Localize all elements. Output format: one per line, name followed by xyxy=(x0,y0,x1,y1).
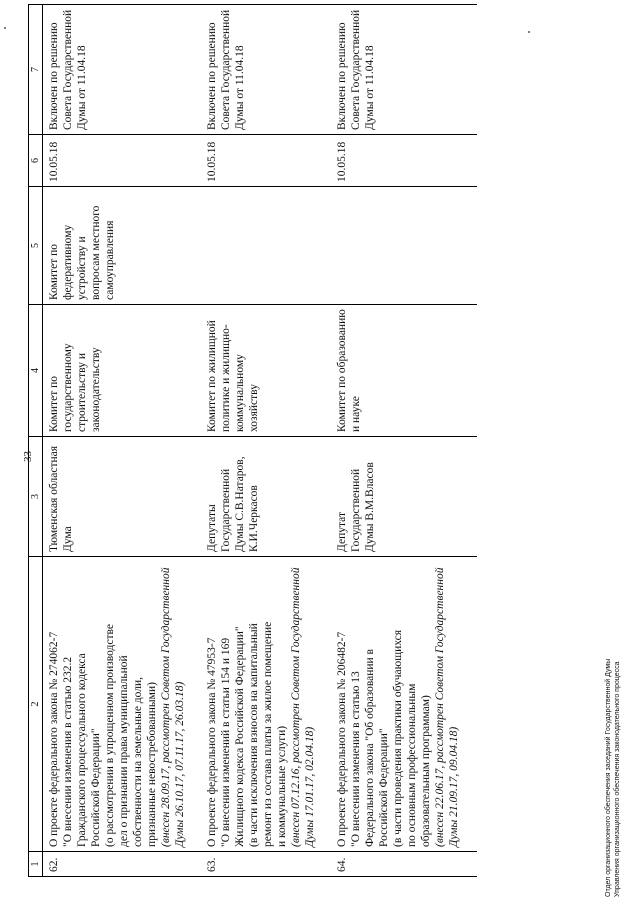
bill-subject-line: собственности на земельные доли, xyxy=(132,676,144,847)
bill-subject-line: (в части проведения практики обучающихся xyxy=(392,629,404,847)
column-number-row xyxy=(29,5,43,877)
consideration-date: 10.05.18 xyxy=(43,135,202,187)
bill-subject-line: Российской Федерации" xyxy=(90,728,102,847)
bill-author: Депутат Государственной Думы В.М.Власов xyxy=(331,437,477,557)
column-number: 7 xyxy=(29,5,43,135)
scan-speck xyxy=(528,31,530,33)
row-number: 62. xyxy=(43,852,202,877)
table-row xyxy=(201,5,331,877)
inclusion-decision: Включен по решению Совета Государственной Думы от 11.04.18 xyxy=(43,5,202,135)
bill-subject-line: Жилищного кодекса Российской Федерации" xyxy=(234,626,246,847)
bill-subject-line: и коммунальные услуги) xyxy=(276,725,288,847)
co-executor-committee xyxy=(331,187,477,305)
bill-title: О проекте федерального закона № 47953-7 xyxy=(206,637,218,847)
bill-history-note: (внесен 07.12.16, рассмотрен Советом Государственной Думы 17.01.17, 02.04.18) xyxy=(290,567,316,847)
bill-subject-line: "О внесении изменения в статью 13 xyxy=(350,671,362,847)
page-number: 33 xyxy=(22,451,34,462)
bill-subject-line: "О внесении изменения в статью 232.2 xyxy=(62,656,74,847)
bill-title: О проекте федерального закона № 274062-7 xyxy=(48,631,60,847)
row-number: 64. xyxy=(331,852,477,877)
footer-line: Отдел организационного обеспечения заседаний Государственной Думы xyxy=(605,658,612,897)
responsible-committee: Комитет по жилищной политике и жилищно-коммунальному хозяйству xyxy=(201,305,331,437)
bill-subject-line: "О внесении изменений в статьи 154 и 169 xyxy=(220,637,232,847)
bill-subject-cell xyxy=(43,557,202,852)
bill-subject-line: Федерального закона "Об образовании в xyxy=(364,649,376,847)
consideration-date: 10.05.18 xyxy=(331,135,477,187)
bill-subject-line: (в части исключения взносов на капитальный xyxy=(248,623,260,847)
row-number: 63. xyxy=(201,852,331,877)
bill-subject-line: признанные невостребованными) xyxy=(146,682,158,847)
bill-title: О проекте федерального закона № 206482-7 xyxy=(336,631,348,847)
bill-subject-cell xyxy=(331,557,477,852)
bill-subject-line: по основным профессиональным xyxy=(406,683,418,847)
agenda-table xyxy=(28,4,477,877)
table-row xyxy=(43,5,202,877)
responsible-committee: Комитет по образованию и науке xyxy=(331,305,477,437)
responsible-committee: Комитет по государственному строительству и законодательству xyxy=(43,305,202,437)
footer-line: Управления организационного обеспечения законодательного процесса xyxy=(614,661,621,897)
scan-speck xyxy=(4,27,6,29)
bill-subject-line: дел о признании права муниципальной xyxy=(118,655,130,847)
column-number: 1 xyxy=(29,852,43,877)
column-number: 4 xyxy=(29,305,43,437)
co-executor-committee xyxy=(201,187,331,305)
bill-subject-line: Гражданского процессуального кодекса xyxy=(76,653,88,847)
bill-subject-line: образовательным программам) xyxy=(420,695,432,847)
bill-subject-line: ремонт из состава платы за жилое помещение xyxy=(262,621,274,847)
bill-subject-cell xyxy=(201,557,331,852)
bill-history-note: (внесен 28.09.17, рассмотрен Советом Государственной Думы 26.10.17, 07.11.17, 26.03.18) xyxy=(160,567,186,847)
consideration-date: 10.05.18 xyxy=(201,135,331,187)
column-number: 3 xyxy=(29,437,43,557)
table-row xyxy=(331,5,477,877)
bill-author: Депутаты Государственной Думы С.В.Натаров, К.И.Черкасов xyxy=(201,437,331,557)
bill-subject-line: Российской Федерации" xyxy=(378,728,390,847)
bill-author: Тюменская областная Дума xyxy=(43,437,202,557)
column-number: 2 xyxy=(29,557,43,852)
inclusion-decision: Включен по решению Совета Государственной Думы от 11.04.18 xyxy=(201,5,331,135)
column-number: 6 xyxy=(29,135,43,187)
footer xyxy=(604,659,622,897)
bill-subject-line: (о рассмотрении в упрощенном производстве xyxy=(104,624,116,847)
inclusion-decision: Включен по решению Совета Государственной Думы от 11.04.18 xyxy=(331,5,477,135)
column-number: 5 xyxy=(29,187,43,305)
co-executor-committee: Комитет по федеративному устройству и вопросам местного самоуправления xyxy=(43,187,202,305)
bill-history-note: (внесен 22.06.17, рассмотрен Советом Государственной Думы 21.09.17, 09.04.18) xyxy=(434,567,460,847)
